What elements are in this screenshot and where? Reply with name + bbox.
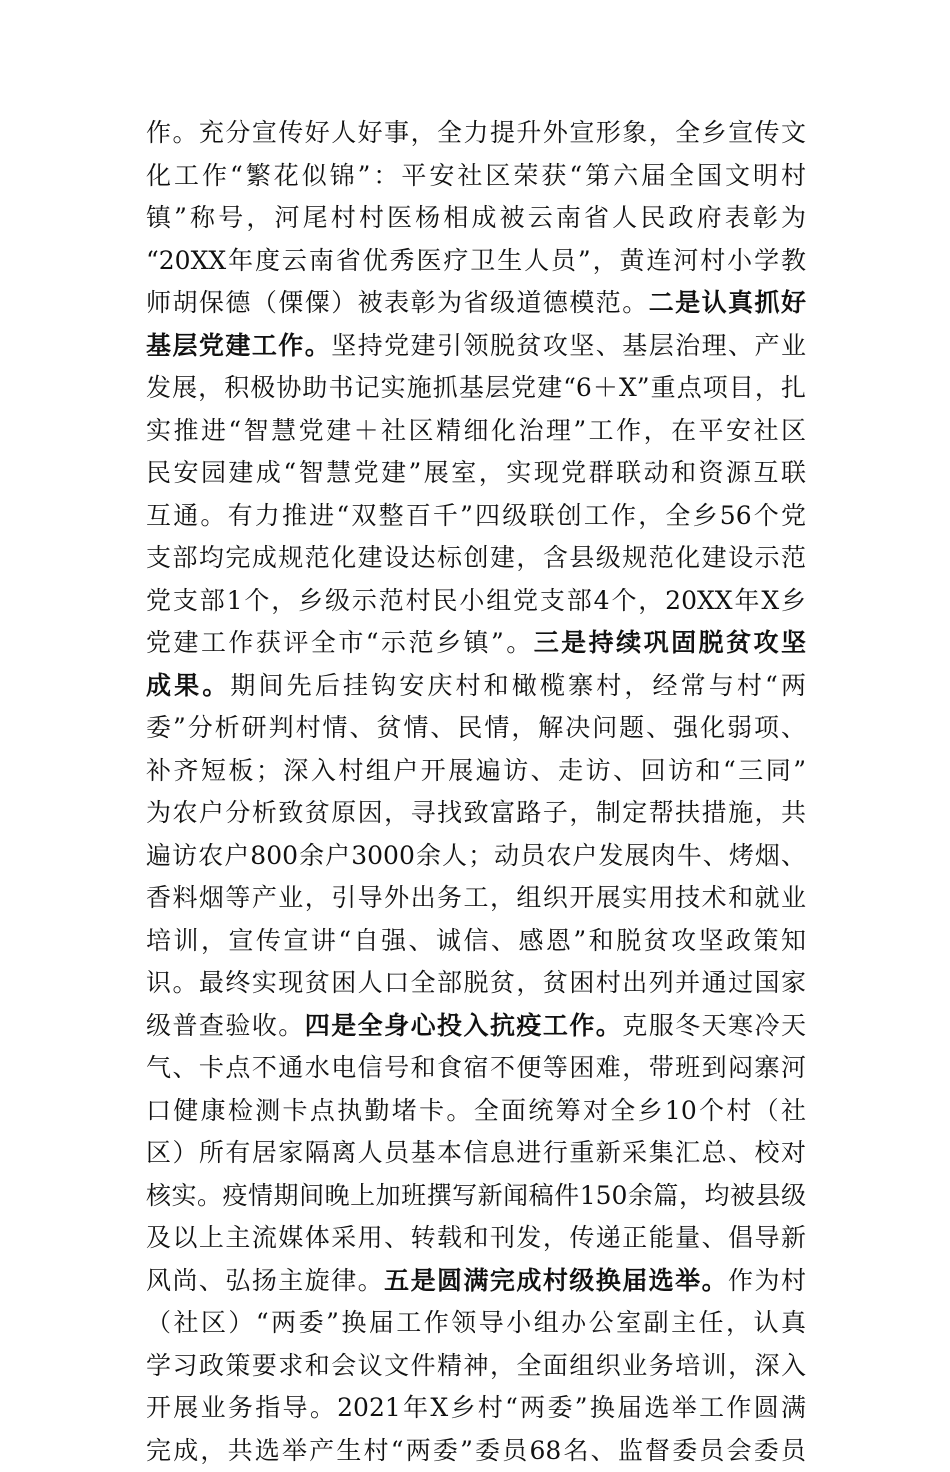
text-line [146,1175,806,1218]
body-text: 化工作“繁花似锦”：平安社区荣获“第六届全国文明村 [146,161,806,190]
text-line [146,1047,806,1090]
body-text: 民安园建成“智慧党建”展室，实现党群联动和资源互联 [146,458,806,487]
body-text: 完成，共选举产生村“两委”委员68名、监督委员会委员 [146,1436,806,1465]
document-body [146,112,806,1472]
text-line [146,537,806,580]
body-text: 级普查验收。 [146,1011,305,1040]
bold-heading-text: 四是全身心投入抗疫工作。 [305,1011,622,1040]
bold-heading-text: 二是认真抓好 [649,288,806,317]
body-text: 口健康检测卡点执勤堵卡。全面统筹对全乡10个村（社 [146,1096,806,1125]
body-text: 坚持党建引领脱贫攻坚、基层治理、产业 [331,331,806,360]
text-line [146,920,806,963]
body-text: 师胡保德（傈僳）被表彰为省级道德模范。 [146,288,649,317]
bold-heading-text: 五是圆满完成村级换届选举。 [384,1266,728,1295]
body-text: 实推进“智慧党建＋社区精细化治理”工作，在平安社区 [146,416,806,445]
text-line [146,452,806,495]
text-line [146,410,806,453]
bold-heading-text: 基层党建工作。 [146,331,331,360]
text-line [146,1345,806,1388]
body-text: 作为村 [728,1266,806,1295]
body-text: 补齐短板；深入村组户开展遍访、走访、回访和“三同” [146,756,806,785]
text-line [146,1132,806,1175]
body-text: 党支部1个，乡级示范村民小组党支部4个，20XX年X乡 [146,586,806,615]
body-text: 学习政策要求和会议文件精神，全面组织业务培训，深入 [146,1351,806,1380]
body-text: 及以上主流媒体采用、转载和刊发，传递正能量、倡导新 [146,1223,806,1252]
body-text: 风尚、弘扬主旋律。 [146,1266,384,1295]
bold-heading-text: 成果。 [146,671,230,700]
text-line [146,495,806,538]
text-line [146,325,806,368]
text-line [146,962,806,1005]
body-text: 党建工作获评全市“示范乡镇”。 [146,628,534,657]
text-line [146,367,806,410]
text-line [146,1430,806,1472]
text-line [146,835,806,878]
body-text: 作。充分宣传好人好事，全力提升外宣形象，全乡宣传文 [146,118,806,147]
text-line [146,1387,806,1430]
text-line [146,622,806,665]
body-text: 核实。疫情期间晚上加班撰写新闻稿件150余篇，均被县级 [146,1181,806,1210]
body-text: 为农户分析致贫原因，寻找致富路子，制定帮扶措施，共 [146,798,806,827]
text-line [146,1260,806,1303]
body-text: 识。最终实现贫困人口全部脱贫，贫困村出列并通过国家 [146,968,806,997]
body-text: 委”分析研判村情、贫情、民情，解决问题、强化弱项、 [146,713,806,742]
body-text: 期间先后挂钩安庆村和橄榄寨村，经常与村“两 [230,671,806,700]
body-text: 发展，积极协助书记实施抓基层党建“6＋X”重点项目，扎 [146,373,806,402]
text-line [146,707,806,750]
body-text: 互通。有力推进“双整百千”四级联创工作，全乡56个党 [146,501,806,530]
text-line [146,792,806,835]
text-line [146,155,806,198]
text-line [146,580,806,623]
body-text: 香料烟等产业，引导外出务工，组织开展实用技术和就业 [146,883,806,912]
body-text: 气、卡点不通水电信号和食宿不便等困难，带班到闷寨河 [146,1053,806,1082]
text-line [146,750,806,793]
text-line [146,1005,806,1048]
body-text: 遍访农户800余户3000余人；动员农户发展肉牛、烤烟、 [146,841,806,870]
body-text: 支部均完成规范化建设达标创建，含县级规范化建设示范 [146,543,806,572]
body-text: （社区）“两委”换届工作领导小组办公室副主任，认真 [146,1308,806,1337]
text-line [146,877,806,920]
text-line [146,197,806,240]
text-line [146,240,806,283]
text-line [146,1302,806,1345]
text-line [146,282,806,325]
bold-heading-text: 三是持续巩固脱贫攻坚 [534,628,806,657]
body-text: 镇”称号，河尾村村医杨相成被云南省人民政府表彰为 [146,203,806,232]
body-text: 开展业务指导。2021年X乡村“两委”换届选举工作圆满 [146,1393,806,1422]
body-text: 克服冬天寒冷天 [622,1011,806,1040]
text-line [146,665,806,708]
body-text: 区）所有居家隔离人员基本信息进行重新采集汇总、校对 [146,1138,806,1167]
text-line [146,1090,806,1133]
body-text: 培训，宣传宣讲“自强、诚信、感恩”和脱贫攻坚政策知 [146,926,806,955]
text-line [146,1217,806,1260]
body-text: “20XX年度云南省优秀医疗卫生人员”，黄连河村小学教 [146,246,806,275]
text-line [146,112,806,155]
